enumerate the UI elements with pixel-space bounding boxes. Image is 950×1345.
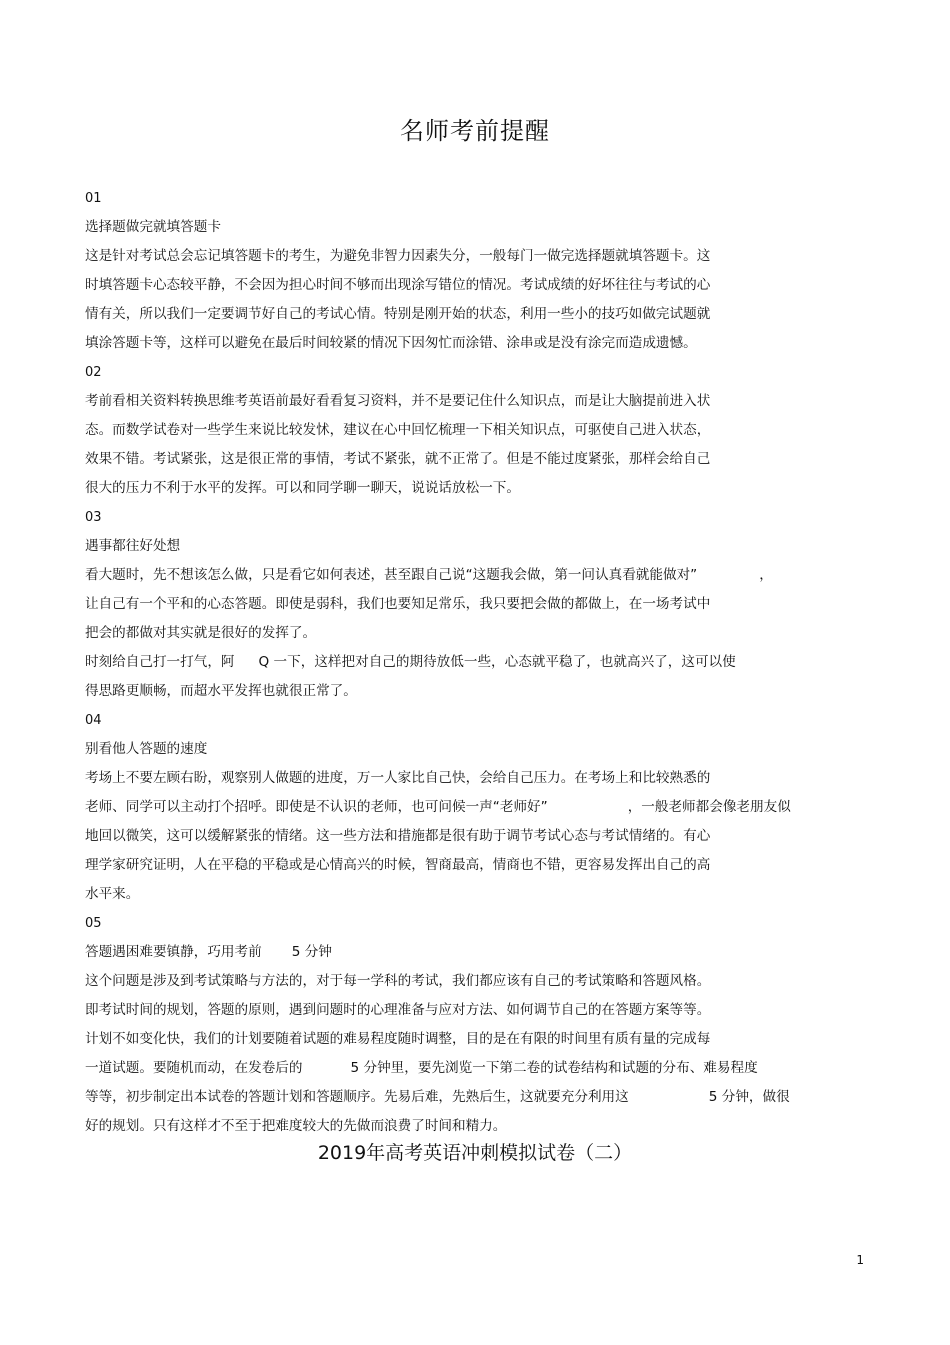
- paragraph-line: 即考试时间的规划，答题的原则，遇到问题时的心理准备与应对方法、如何调节自己的在答题方案等等。: [85, 1002, 711, 1018]
- paragraph-line: 效果不错。考试紧张，这是很正常的事情，考试不紧张，就不正常了。但是不能过度紧张，那样会给自己: [85, 451, 711, 467]
- paragraph-line: 时填答题卡心态较平静，不会因为担心时间不够而出现涂写错位的情况。考试成绩的好坏往往与考试的心: [85, 277, 711, 293]
- text-fragment: ，一般老师都会像老朋友似: [627, 799, 791, 815]
- paragraph-line: 得思路更顺畅，而超水平发挥也就很正常了。: [85, 683, 357, 699]
- section-number: 04: [85, 713, 102, 728]
- paragraph-line: [85, 1083, 875, 1112]
- section-heading: [85, 938, 875, 967]
- section-heading: 选择题做完就填答题卡: [85, 219, 221, 235]
- section-number: 05: [85, 916, 102, 931]
- text-fragment: 时刻给自己打一打气，阿: [85, 654, 235, 670]
- paragraph-line: 填涂答题卡等，这样可以避免在最后时间较紧的情况下因匆忙而涂错、涂串或是没有涂完而造成遗憾。: [85, 335, 697, 351]
- text-fragment: 5 分钟: [291, 944, 332, 960]
- text-fragment: 看大题时，先不想该怎么做，只是看它如何表述，甚至跟自己说“这题我会做，第一问认真看就能做对”: [85, 567, 698, 583]
- document-body: [85, 184, 875, 1141]
- text-fragment: 老师、同学可以主动打个招呼。即使是不认识的老师，也可问候一声“老师好”: [85, 799, 548, 815]
- paragraph-line: 情有关，所以我们一定要调节好自己的考试心情。特别是刚开始的状态，利用一些小的技巧如做完试题就: [85, 306, 711, 322]
- paragraph-line: 地回以微笑，这可以缓解紧张的情绪。这一些方法和措施都是很有助于调节考试心态与考试情绪的。有心: [85, 828, 711, 844]
- paragraph-line: 态。而数学试卷对一些学生来说比较发怵，建议在心中回忆梳理一下相关知识点，可驱使自己进入状态，: [85, 422, 711, 438]
- section-number: 01: [85, 191, 102, 206]
- paragraph-line: [85, 561, 875, 590]
- paragraph-line: 让自己有一个平和的心态答题。即使是弱科，我们也要知足常乐，我只要把会做的都做上，在一场考试中: [85, 596, 711, 612]
- paragraph-line: 水平来。: [85, 886, 140, 902]
- section-number: 02: [85, 365, 102, 380]
- paragraph-line: 这个问题是涉及到考试策略与方法的，对于每一学科的考试，我们都应该有自己的考试策略和答题风格。: [85, 973, 711, 989]
- paragraph-line: 考场上不要左顾右盼，观察别人做题的进度，万一人家比自己快，会给自己压力。在考场上和比较熟悉的: [85, 770, 711, 786]
- paragraph-line: 理学家研究证明，人在平稳的平稳或是心情高兴的时候，智商最高，情商也不错，更容易发挥出自己的高: [85, 857, 711, 873]
- text-fragment: 答题遇困难要镇静，巧用考前: [85, 944, 262, 960]
- paragraph-line: [85, 793, 875, 822]
- paragraph-line: 把会的都做对其实就是很好的发挥了。: [85, 625, 317, 641]
- paragraph-line: 好的规划。只有这样才不至于把难度较大的先做而浪费了时间和精力。: [85, 1118, 507, 1134]
- paragraph-line: 很大的压力不利于水平的发挥。可以和同学聊一聊天，说说话放松一下。: [85, 480, 520, 496]
- text-fragment: ，: [759, 567, 773, 583]
- section-number: 03: [85, 510, 102, 525]
- paragraph-line: 这是针对考试总会忘记填答题卡的考生，为避免非智力因素失分，一般每门一做完选择题就填答题卡。这: [85, 248, 711, 264]
- text-fragment: 5 分钟，做很: [708, 1089, 790, 1105]
- paragraph-line: [85, 648, 875, 677]
- text-fragment: Q 一下，这样把对自己的期待放低一些，心态就平稳了，也就高兴了，这可以使: [258, 654, 736, 670]
- text-fragment: 等等，初步制定出本试卷的答题计划和答题顺序。先易后难，先熟后生，这就要充分利用这: [85, 1089, 629, 1105]
- paragraph-line: [85, 1054, 875, 1083]
- exam-title: 2019年高考英语冲刺模拟试卷（二）: [317, 1142, 633, 1164]
- section-heading: 别看他人答题的速度: [85, 741, 208, 757]
- text-fragment: 一道试题。要随机而动，在发卷后的: [85, 1060, 303, 1076]
- paragraph-line: 计划不如变化快，我们的计划要随着试题的难易程度随时调整，目的是在有限的时间里有质有量的完成每: [85, 1031, 711, 1047]
- section-heading: 遇事都往好处想: [85, 538, 181, 554]
- page-title: 名师考前提醒: [400, 117, 550, 145]
- page-number: 1: [856, 1253, 864, 1267]
- text-fragment: 5 分钟里，要先浏览一下第二卷的试卷结构和试题的分布、难易程度: [350, 1060, 758, 1076]
- paragraph-line: 考前看相关资料转换思维考英语前最好看看复习资料，并不是要记住什么知识点，而是让大脑提前进入状: [85, 393, 711, 409]
